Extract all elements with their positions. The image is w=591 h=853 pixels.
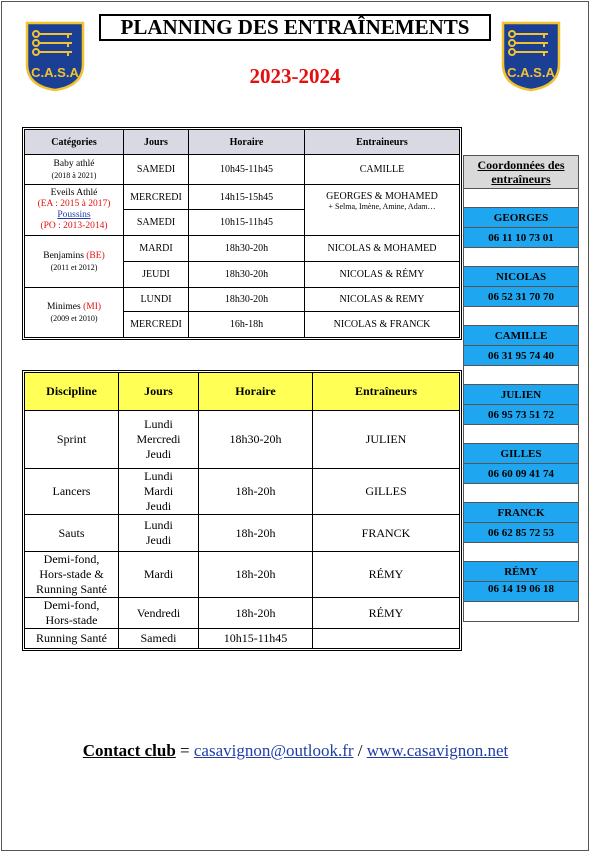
coach-phone: 06 14 19 06 18 (464, 582, 578, 602)
spacer (464, 248, 578, 267)
contact-separator: / (353, 741, 367, 760)
time-cell: 16h-18h (189, 312, 305, 338)
day-line: Jeudi (145, 447, 172, 461)
coach-phone: 06 31 95 74 40 (464, 346, 578, 366)
category-cell (25, 288, 124, 338)
category-name: Poussins (57, 210, 91, 220)
page-title: PLANNING DES ENTRAÎNEMENTS (99, 14, 491, 41)
spacer (464, 484, 578, 503)
header-jours: Jours (124, 130, 189, 155)
spacer (464, 366, 578, 385)
coach-name: NICOLAS (464, 267, 578, 287)
days-cell (119, 469, 199, 515)
coach-phone: 06 11 10 73 01 (464, 228, 578, 248)
club-logo-right (500, 20, 562, 92)
website-link[interactable]: www.casavignon.net (366, 741, 509, 760)
days-cell (119, 515, 199, 552)
day-cell: LUNDI (124, 288, 189, 312)
category-code: (BE) (86, 250, 105, 261)
time-cell: 14h15-15h45 (189, 185, 305, 210)
coach-cell (305, 185, 460, 236)
category-name (25, 251, 123, 262)
header-categories: Catégories (25, 130, 124, 155)
discipline-line: Demi-fond, (43, 552, 100, 566)
discipline-cell: Sauts (25, 515, 119, 552)
coach-phone: 06 60 09 41 74 (464, 464, 578, 484)
category-name (25, 302, 123, 313)
spacer (464, 307, 578, 326)
svg-text:C.A.S.A: C.A.S.A (31, 65, 79, 80)
spacer (464, 189, 578, 208)
category-code: (MI) (83, 301, 102, 312)
discipline-line: Demi-fond, (43, 598, 100, 612)
days-cell: Mardi (119, 552, 199, 598)
coach-cell: NICOLAS & REMY (305, 288, 460, 312)
coach-name: GILLES (464, 444, 578, 464)
coach-name: CAMILLE (464, 326, 578, 346)
spacer (464, 602, 578, 621)
discipline-line: Hors-stade & (39, 567, 104, 581)
time-cell: 18h30-20h (199, 411, 313, 469)
day-cell: SAMEDI (124, 210, 189, 236)
spacer (464, 425, 578, 444)
table-row (25, 411, 460, 469)
coach-cell: NICOLAS & FRANCK (305, 312, 460, 338)
days-cell (119, 411, 199, 469)
contact-footer (0, 741, 591, 761)
day-cell: SAMEDI (124, 155, 189, 185)
coach-cell: GILLES (313, 469, 460, 515)
coach-cell: NICOLAS & MOHAMED (305, 236, 460, 262)
days-cell: Vendredi (119, 598, 199, 629)
header-discipline: Discipline (25, 373, 119, 411)
category-name: Eveils Athlé (50, 188, 98, 198)
days-cell: Samedi (119, 629, 199, 649)
coach-cell: CAMILLE (305, 155, 460, 185)
time-cell: 18h-20h (199, 469, 313, 515)
header-jours: Jours (119, 373, 199, 411)
spacer (464, 543, 578, 562)
table-row (25, 469, 460, 515)
category-name: Baby athlé (53, 158, 95, 169)
coach-cell: FRANCK (313, 515, 460, 552)
day-cell: MERCREDI (124, 185, 189, 210)
coach-cell (313, 629, 460, 649)
table-header-row (25, 130, 460, 155)
time-cell: 10h45-11h45 (189, 155, 305, 185)
time-cell: 18h-20h (199, 552, 313, 598)
discipline-cell: Sprint (25, 411, 119, 469)
coach-phone: 06 95 73 51 72 (464, 405, 578, 425)
coach-note: + Selma, Imène, Amine, Adam… (328, 202, 436, 211)
coach-name: GEORGES (464, 208, 578, 228)
contact-label: Contact club (82, 741, 176, 760)
day-line: Mardi (143, 484, 174, 498)
table-row (25, 515, 460, 552)
season-label: 2023-2024 (249, 64, 341, 88)
categories-schedule-table (24, 129, 460, 338)
header-horaire: Horaire (199, 373, 313, 411)
category-years: (PO : 2013-2014) (40, 221, 108, 231)
category-years: (2018 à 2021) (51, 170, 97, 180)
discipline-line: Running Santé (36, 582, 107, 596)
coaches-contact-panel (463, 155, 579, 622)
day-line: Mercredi (136, 432, 181, 446)
table-row (25, 236, 460, 262)
coach-name: FRANCK (464, 503, 578, 523)
time-cell: 10h15-11h45 (189, 210, 305, 236)
category-years: (EA : 2015 à 2017) (37, 199, 111, 209)
header-entraineurs: Entraîneurs (313, 373, 460, 411)
day-cell: MARDI (124, 236, 189, 262)
category-years: (2011 et 2012) (50, 262, 98, 272)
table-row (25, 185, 460, 210)
time-cell: 18h-20h (199, 598, 313, 629)
coaches-panel-title: Coordonnées des entraîneurs (464, 156, 578, 189)
svg-text:C.A.S.A: C.A.S.A (507, 65, 555, 80)
day-line: Jeudi (145, 533, 172, 547)
category-cell (25, 155, 124, 185)
discipline-cell: Running Santé (25, 629, 119, 649)
table-row (25, 155, 460, 185)
day-cell: MERCREDI (124, 312, 189, 338)
time-cell: 18h30-20h (189, 288, 305, 312)
coach-cell: JULIEN (313, 411, 460, 469)
club-logo-left (24, 20, 86, 92)
time-cell: 18h30-20h (189, 236, 305, 262)
header-entraineurs: Entraineurs (305, 130, 460, 155)
coach-cell: RÉMY (313, 552, 460, 598)
category-cell (25, 185, 124, 236)
day-line: Lundi (144, 417, 173, 431)
coach-phone: 06 52 31 70 70 (464, 287, 578, 307)
category-cell (25, 236, 124, 288)
category-years: (2009 et 2010) (50, 313, 98, 323)
table-row (25, 288, 460, 312)
coach-cell: NICOLAS & RÉMY (305, 262, 460, 288)
header-horaire: Horaire (189, 130, 305, 155)
discipline-line: Hors-stade (45, 613, 98, 627)
table-header-row (25, 373, 460, 411)
day-cell: JEUDI (124, 262, 189, 288)
category-label: Benjamins (43, 250, 84, 261)
day-line: Lundi (144, 469, 173, 483)
category-label: Minimes (46, 301, 81, 312)
discipline-cell: Lancers (25, 469, 119, 515)
contact-equals: = (175, 741, 194, 760)
discipline-cell (25, 552, 119, 598)
coach-name: RÉMY (464, 562, 578, 582)
time-cell: 18h-20h (199, 515, 313, 552)
time-cell: 10h15-11h45 (199, 629, 313, 649)
table-row (25, 552, 460, 598)
time-cell: 18h30-20h (189, 262, 305, 288)
table-row (25, 629, 460, 649)
day-line: Lundi (144, 518, 173, 532)
coach-cell: RÉMY (313, 598, 460, 629)
table-row (25, 598, 460, 629)
discipline-cell (25, 598, 119, 629)
day-line: Jeudi (145, 499, 172, 513)
coach-phone: 06 62 85 72 53 (464, 523, 578, 543)
email-link[interactable]: casavignon@outlook.fr (193, 741, 354, 760)
coach-name: JULIEN (464, 385, 578, 405)
disciplines-schedule-table (24, 372, 460, 649)
coach-name: GEORGES & MOHAMED (326, 191, 438, 202)
